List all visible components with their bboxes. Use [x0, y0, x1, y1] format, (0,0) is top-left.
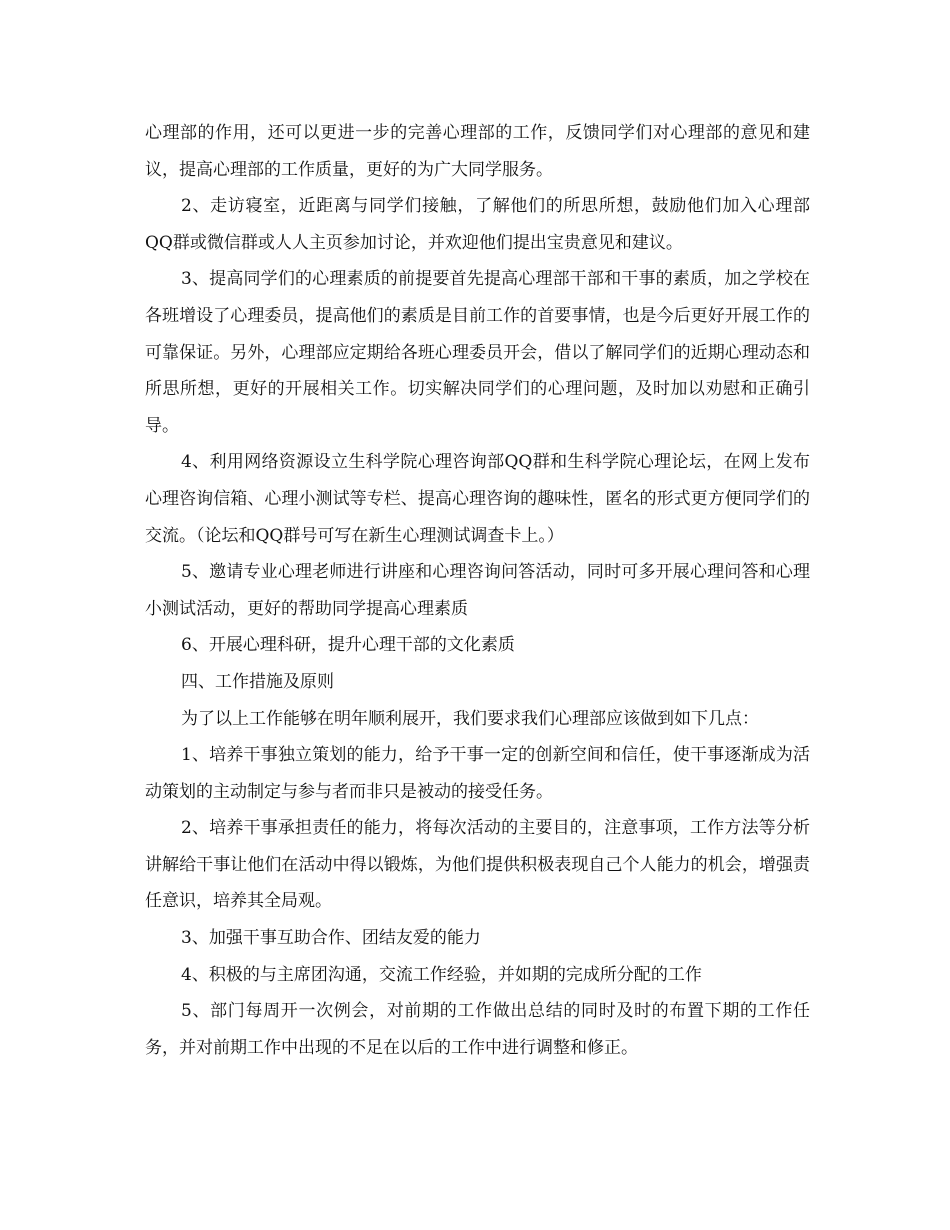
section-heading-4: 四、工作措施及原则 [181, 671, 334, 692]
paragraph-9: 1、培养干事独立策划的能力，给予干事一定的创新空间和信任，使干事逐渐成为活动策划的主动制定与参与者而非只是被动的接受任务。 [145, 745, 810, 802]
paragraph-11: 3、加强干事互助合作、团结友爱的能力 [181, 928, 481, 949]
paragraph-10: 2、培养干事承担责任的能力，将每次活动的主要目的，注意事项，工作方法等分析讲解给干事让他们在活动中得以锻炼，为他们提供积极表现自己个人能力的机会，增强责任意识，培养其全局观。 [145, 818, 810, 912]
document-body [145, 115, 810, 1066]
paragraph-3: 3、提高同学们的心理素质的前提要首先提高心理部干部和干事的素质，加之学校在各班增设了心理委员，提高他们的素质是目前工作的首要事情，也是今后更好开展工作的可靠保证。另外，心理部应定期给各班心理委员开会，借以了解同学们的近期心理动态和所思所想，更好的开展相关工作。切实解决同学们的心理问题，及时加以劝慰和正确引导。 [145, 269, 810, 436]
paragraph-5: 5、邀请专业心理老师进行讲座和心理咨询问答活动，同时可多开展心理问答和心理小测试活动，更好的帮助同学提高心理素质 [145, 562, 810, 619]
paragraph-1: 心理部的作用，还可以更进一步的完善心理部的工作，反馈同学们对心理部的意见和建议，提高心理部的工作质量，更好的为广大同学服务。 [145, 123, 810, 180]
paragraph-8: 为了以上工作能够在明年顺利展开，我们要求我们心理部应该做到如下几点： [181, 708, 759, 729]
paragraph-6: 6、开展心理科研，提升心理干部的文化素质 [181, 635, 515, 656]
paragraph-12: 4、积极的与主席团沟通，交流工作经验，并如期的完成所分配的工作 [181, 964, 702, 985]
paragraph-4: 4、利用网络资源设立生科学院心理咨询部QQ群和生科学院心理论坛，在网上发布心理咨询信箱、心理小测试等专栏、提高心理咨询的趣味性，匿名的形式更方便同学们的交流。（论坛和QQ群号可写在新生心理测试调查卡上。） [145, 452, 810, 546]
paragraph-13: 5、部门每周开一次例会，对前期的工作做出总结的同时及时的布置下期的工作任务，并对前期工作中出现的不足在以后的工作中进行调整和修正。 [145, 1001, 810, 1058]
paragraph-2: 2、走访寝室，近距离与同学们接触，了解他们的所思所想，鼓励他们加入心理部QQ群或微信群或人人主页参加讨论，并欢迎他们提出宝贵意见和建议。 [145, 196, 810, 253]
